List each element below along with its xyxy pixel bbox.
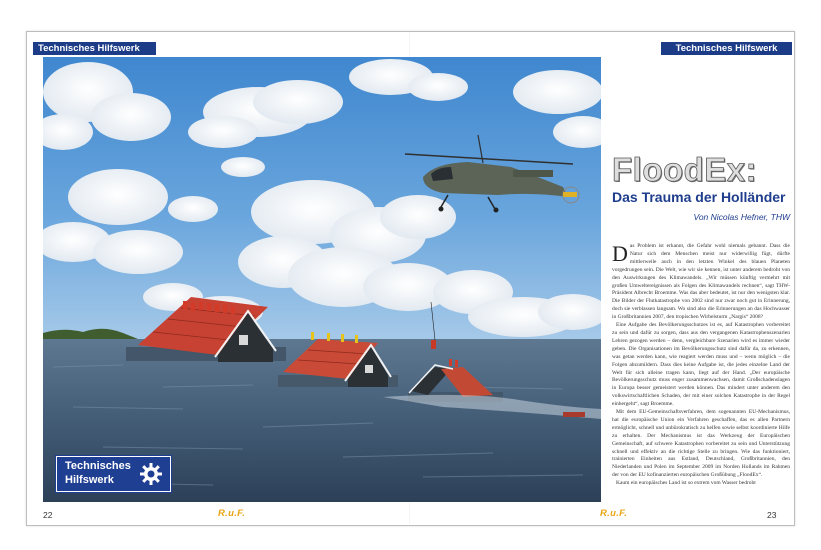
paragraph-text: as Problem ist erkannt, die Gefahr wohl niemals gebannt. Dass die Natur sich dem Menschen meist nur widerwillig fügt, dürfte mittlerweile auch in den letzten Winkel des blauen Planeten vorgedrungen sein. Die Welt, wie wir sie kennen, ist unter anderem bedroht von den Auswirkungen des Klimawandels. „Wir müssen künftig vermehrt mit großen Umweltereignissen als Folgen des Klimawandels rechnen“, sagt THW-Präsident Albrecht Broemme. Was das aber bedeutet, ist nur den wenigsten klar. Die Bilder der Flutkatastrophe von 2002 sind nur zwar noch gut in Erinnerung, doch sie verblassen langsam. Wo sind also die Erinnerungen an das Hochwasser in Großbritannien 2007, den tropischen Wirbelsturm „Nargis“ 2008? <box>612 243 790 321</box>
ruf-logo-right: R.u.F. <box>600 508 628 519</box>
ruf-logo-left: R.u.F. <box>218 508 246 519</box>
article-paragraph: Kaum ein europäisches Land ist so extrem vom Wasser bedroht <box>616 480 756 487</box>
article-paragraph: Eine Aufgabe des Bevölkerungsschutzes ist es, auf Katastrophen vorbereitet zu sein und dafür zu sorgen, dass aus den vergangenen Katastrophenszenarien Lehren gezogen werden – denn, vergleichbare Szenarien wird es immer wieder geben. Die Organisationen im Bevölkerungsschutz sind dafür da, zu erkennen, was getan werden kann, wie reagiert werden muss und – wenn möglich – die Folgen abzumildern. Dass dies keine Aufgabe ist, die jedes einzelne Land der Welt für sich alleine tragen kann, liegt auf der Hand. „Der europäische Bevölkerungsschutz muss enger zusammenwachsen, damit Großschadenslagen in Europa besser gemeistert werden können. Das mindert unter anderem den volkswirtschaftlichen Schaden, der mit einer solchen Katastrophe in der Regel einhergeht“, sagt Broemme. <box>612 322 790 408</box>
cog-icon <box>139 462 163 491</box>
article-paragraph <box>612 243 790 322</box>
thw-logo-badge <box>56 456 171 492</box>
article-body <box>612 243 790 506</box>
article-headline: FloodEx: <box>612 151 758 188</box>
logo-line-1: Technisches <box>65 460 131 472</box>
article-title-block <box>612 152 790 205</box>
page-number-right: 23 <box>767 510 777 520</box>
article-paragraph: Mit dem EU-Gemeinschaftsverfahren, dem sogenannten EU-Mechanismus, hat die europäische Union ein Verfahren geschaffen, das es allen Partnern ermöglicht, schnell und unbürokratisch zu helfen sowie selbst koordinierte Hilfe zu erhalten. Der Mechanismus ist das Werkzeug der Europäischen Gemeinschaft, auf schwere Katastrophen vorbereitet zu sein und Unterstützung schnell und effektiv an die richtige Stelle zu bringen. Wie das funktioniert, trainierten Einheiten aus Estland, Deutschland, Großbritannien, den Niederlanden und Polen im September 2009 im Norden Hollands im Rahmen der von der EU kofinanzierten europäischen Großübung „FloodEx“. <box>612 409 790 479</box>
hero-photo <box>43 57 601 502</box>
article-subheadline: Das Trauma der Holländer <box>612 189 786 205</box>
page-number-left: 22 <box>43 510 53 520</box>
logo-text <box>65 459 131 487</box>
drop-cap: D <box>612 243 628 266</box>
logo-line-2: Hilfswerk <box>65 474 114 486</box>
section-tag-right: Technisches Hilfswerk <box>661 42 792 55</box>
section-tag-left: Technisches Hilfswerk <box>33 42 156 55</box>
article-byline: Von Nicolas Hefner, THW <box>693 212 790 222</box>
